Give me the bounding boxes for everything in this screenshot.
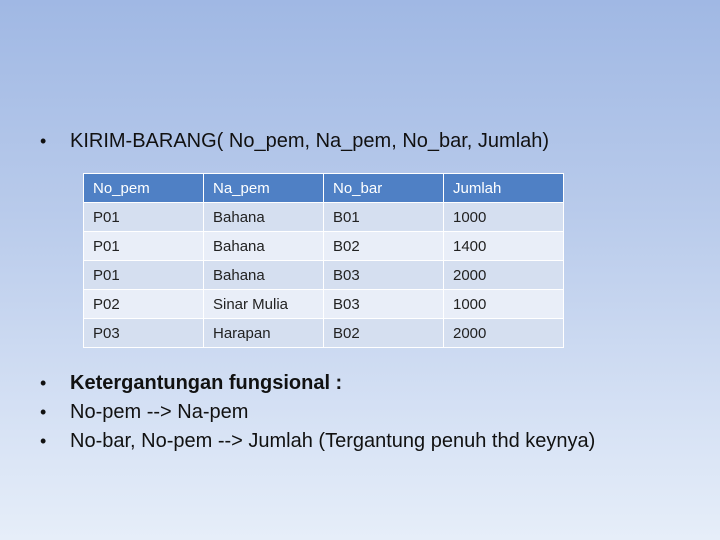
table-cell: Bahana [204, 232, 324, 261]
note-text: No-pem --> Na-pem [70, 401, 249, 423]
table-cell: Bahana [204, 261, 324, 290]
table-cell: 2000 [444, 261, 564, 290]
column-header: No_bar [324, 174, 444, 203]
bullet-icon: • [40, 373, 47, 393]
bullet-icon: • [40, 131, 47, 151]
table-cell: 2000 [444, 319, 564, 348]
note-text: No-bar, No-pem --> Jumlah (Tergantung penuh thd keynya) [70, 430, 596, 452]
column-header: Jumlah [444, 174, 564, 203]
note-item [40, 427, 595, 456]
table-cell: 1400 [444, 232, 564, 261]
table-row [84, 261, 564, 290]
table-row [84, 290, 564, 319]
table-cell: Sinar Mulia [204, 290, 324, 319]
table-cell: B01 [324, 203, 444, 232]
table-cell: 1000 [444, 203, 564, 232]
table-cell: B02 [324, 319, 444, 348]
dependency-notes [40, 369, 595, 456]
table-header-row [84, 174, 564, 203]
table-cell: P01 [84, 203, 204, 232]
table-cell: Bahana [204, 203, 324, 232]
table-cell: P01 [84, 261, 204, 290]
kirim-barang-table [83, 173, 564, 348]
column-header: Na_pem [204, 174, 324, 203]
table-cell: P03 [84, 319, 204, 348]
table-cell: B03 [324, 290, 444, 319]
data-table-container [83, 173, 564, 348]
column-header: No_pem [84, 174, 204, 203]
note-text: Ketergantungan fungsional : [70, 372, 343, 394]
table-row [84, 203, 564, 232]
relation-heading [40, 128, 549, 154]
table-cell: P02 [84, 290, 204, 319]
note-item [40, 369, 595, 398]
bullet-icon: • [40, 402, 47, 422]
table-cell: B03 [324, 261, 444, 290]
table-cell: 1000 [444, 290, 564, 319]
table-cell: Harapan [204, 319, 324, 348]
note-item [40, 398, 595, 427]
bullet-icon: • [40, 431, 47, 451]
relation-heading-text: KIRIM-BARANG( No_pem, Na_pem, No_bar, Jumlah) [70, 130, 550, 152]
table-row [84, 319, 564, 348]
table-cell: P01 [84, 232, 204, 261]
table-cell: B02 [324, 232, 444, 261]
table-row [84, 232, 564, 261]
